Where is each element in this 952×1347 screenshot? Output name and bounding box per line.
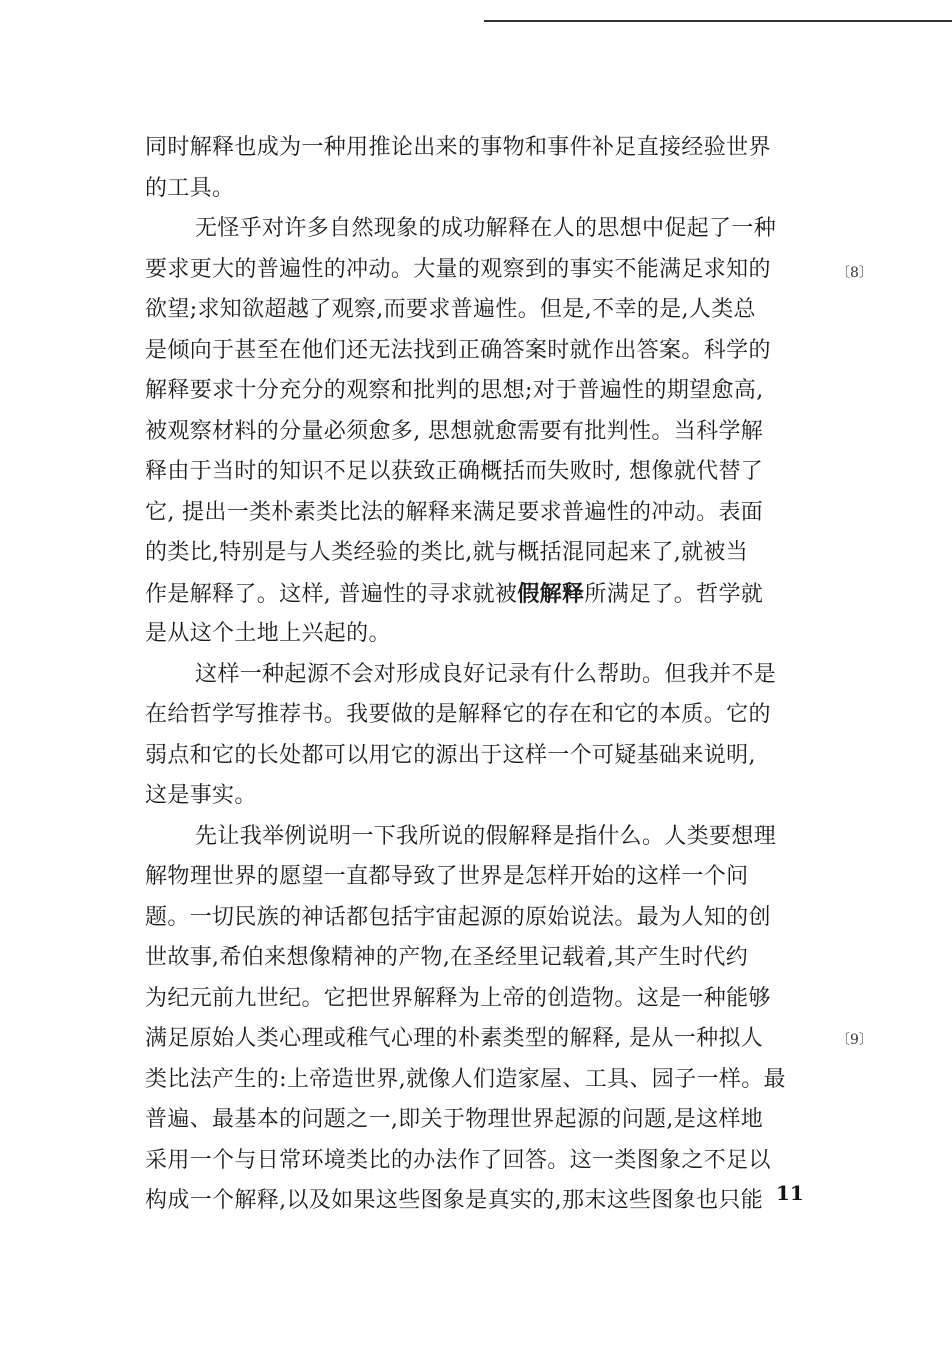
text-line: 普遍、最基本的问题之一,即关于物理世界起源的问题,是这样地 (145, 1107, 764, 1132)
text-line: 构成一个解释,以及如果这些图象是真实的,那末这些图象也只能 (145, 1188, 764, 1213)
text-line: 无怪乎对许多自然现象的成功解释在人的思想中促起了一种 (195, 216, 777, 241)
text-line: 类比法产生的:上帝造世界,就像人们造家屋、工具、园子一样。最 (145, 1066, 786, 1092)
text-segment: 所满足了。哲学就 (584, 581, 764, 607)
text-line: 在给哲学写推荐书。我要做的是解释它的存在和它的本质。它的 (145, 702, 771, 727)
text-line: 这是事实。 (145, 783, 257, 808)
text-line: 题。一切民族的神话都包括宇宙起源的原始说法。最为人知的创 (145, 904, 771, 930)
text-line: 满足原始人类心理或稚气心理的朴素类型的解释, 是从一种拟人 (145, 1026, 764, 1051)
text-line: 的类比,特别是与人类经验的类比,就与概括混同起来了,就被当 (145, 540, 749, 565)
margin-note: 〔8〕 (836, 265, 873, 281)
text-line: 弱点和它的长处都可以用它的源出于这样一个可疑基础来说明, (145, 742, 756, 768)
emphasized-term: 假解释 (517, 580, 585, 607)
text-line: 欲望;求知欲超越了观察,而要求普遍性。但是,不幸的是,人类总 (145, 297, 756, 322)
text-segment: 作是解释了。这样, 普遍性的寻求就被 (145, 581, 518, 607)
text-line: 为纪元前九世纪。它把世界解释为上帝的创造物。这是一种能够 (145, 985, 771, 1011)
body-text (145, 128, 835, 1222)
text-line (145, 574, 835, 615)
top-rule (484, 20, 952, 22)
text-line: 采用一个与日常环境类比的办法作了回答。这一类图象之不足以 (145, 1147, 771, 1173)
text-line: 的工具。 (145, 175, 235, 201)
text-line: 要求更大的普遍性的冲动。大量的观察到的事实不能满足求知的 (145, 256, 771, 282)
margin-note: 〔9〕 (836, 1032, 873, 1048)
text-line: 释由于当时的知识不足以获致正确概括而失败时, 想像就代替了 (145, 459, 764, 484)
text-line: 被观察材料的分量必须愈多, 思想就愈需要有批判性。当科学解 (145, 418, 764, 444)
text-line: 是倾向于甚至在他们还无法找到正确答案时就作出答案。科学的 (145, 337, 771, 363)
text-line: 世故事,希伯来想像精神的产物,在圣经里记载着,其产生时代约 (145, 945, 749, 970)
page-number: 11 (776, 1181, 804, 1205)
text-line: 这样一种起源不会对形成良好记录有什么帮助。但我并不是 (195, 661, 777, 687)
text-line: 解释要求十分充分的观察和批判的思想;对于普遍性的期望愈高, (145, 378, 764, 403)
text-line: 同时解释也成为一种用推论出来的事物和事件补足直接经验世界 (145, 135, 771, 160)
text-line: 解物理世界的愿望一直都导致了世界是怎样开始的这样一个问 (145, 864, 749, 889)
text-line: 它, 提出一类朴素类比法的解释来满足要求普遍性的冲动。表面 (145, 499, 764, 525)
text-line: 是从这个土地上兴起的。 (145, 621, 391, 646)
text-line: 先让我举例说明一下我所说的假解释是指什么。人类要想理 (195, 823, 777, 849)
